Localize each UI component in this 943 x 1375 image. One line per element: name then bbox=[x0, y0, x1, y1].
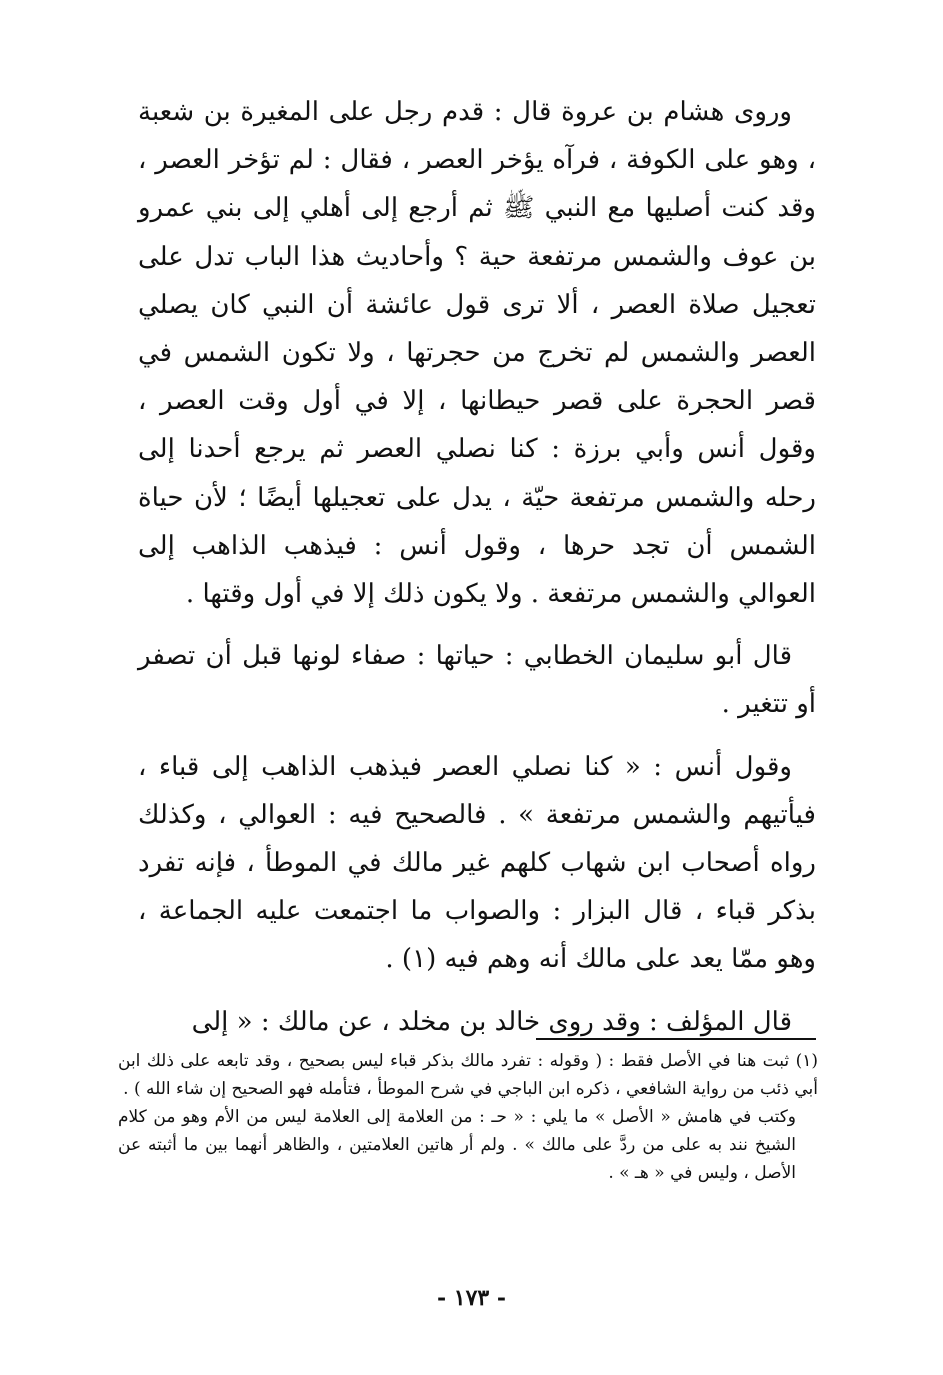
paragraph: قال أبو سليمان الخطابي : حياتها : صفاء لونها قبل أن تصفر أو تتغير . bbox=[138, 641, 816, 720]
paragraph: وقول أنس : « كنا نصلي العصر فيذهب الذاهب إلى قباء ، فيأتيهم والشمس مرتفعة » . فالصحيح فيه : العوالي ، وكذلك رواه أصحاب ابن شهاب كلهم غير مالك في الموطأ ، فإنه تفرد بذكر قباء ، قال البزار : والصواب ما اجتمعت عليه الجماعة ، وهو ممّا يعد على مالك أنه وهم فيه (١) . bbox=[138, 751, 816, 975]
paragraph: وروى هشام بن عروة قال : قدم رجل على المغيرة بن شعبة ، وهو على الكوفة ، فرآه يؤخر العصر ، فقال : لم تؤخر العصر ، وقد كنت أصليها مع النبي ﷺ ثم أرجع إلى أهلي إلى بني عمرو بن عوف والشمس مرتفعة حية ؟ وأحاديث هذا الباب تدل على تعجيل صلاة العصر ، ألا ترى قول عائشة أن النبي كان يصلي العصر والشمس لم تخرج من حجرتها ، ولا تكون الشمس في قصر الحجرة على قصر حيطانها ، إلا في أول وقت العصر ، وقول أنس وأبي برزة : كنا نصلي العصر ثم يرجع أحدنا إلى رحله والشمس مرتفعة حيّة ، يدل على تعجيلها أيضًا ؛ لأن حياة الشمس أن تجد حرها ، وقول أنس : فيذهب الذاهب إلى العوالي والشمس مرتفعة . ولا يكون ذلك إلا في أول وقتها . bbox=[138, 97, 816, 610]
paragraph: قال المؤلف : وقد روى خالد بن مخلد ، عن مالك : « إلى bbox=[191, 1006, 792, 1037]
paragraph-gap bbox=[138, 729, 816, 743]
main-text bbox=[138, 88, 816, 1046]
footnote-divider bbox=[536, 1038, 816, 1040]
footnote-continuation: وكتب في هامش « الأصل » ما يلي : « حـ : من العلامة إلى العلامة ليس من الأم وهو من كلام الشيخ نند به على من ردَّ على مالك » . ولم أر هاتين العلامتين ، والظاهر أنهما بين ما أثبته عن الأصل ، وليس في « هـ » . bbox=[118, 1107, 796, 1183]
page-number: - ١٧٣ - bbox=[436, 1285, 507, 1311]
footnotes bbox=[118, 1047, 818, 1187]
paragraph-gap bbox=[138, 984, 816, 998]
paragraph-gap bbox=[138, 618, 816, 632]
footnote: (١) ثبت هنا في الأصل فقط : ( وقوله : تفرد مالك بذكر قباء ليس بصحيح ، وقد تابعه على ذلك ابن أبي ذئب من رواية الشافعي ، ذكره ابن الباجي في شرح الموطأ ، فتأمله فهو الصحيح إن شاء الله ) . bbox=[118, 1051, 818, 1099]
